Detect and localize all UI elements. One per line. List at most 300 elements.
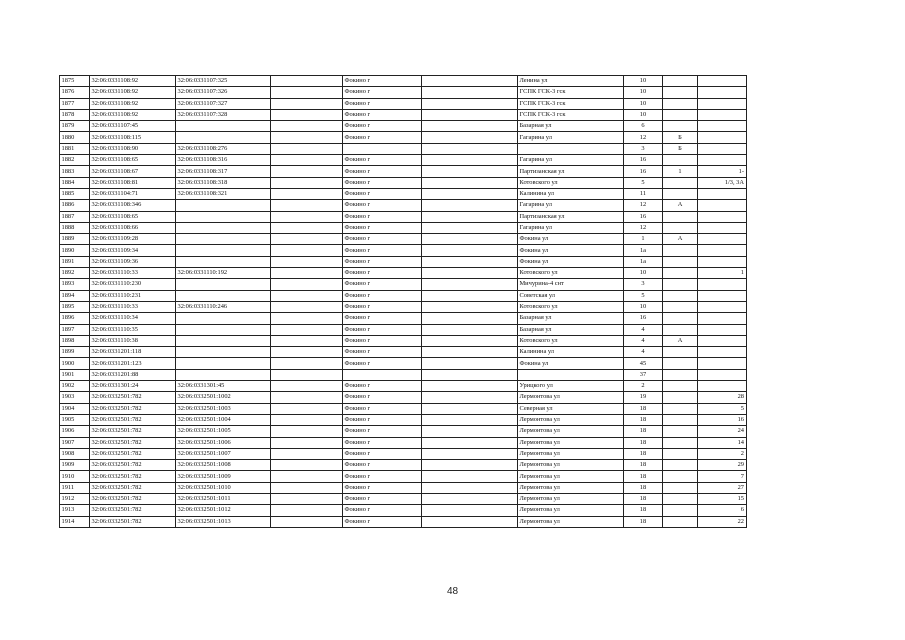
cell-street: Котовского ул [518, 268, 624, 279]
cell-row-number: 1913 [60, 505, 90, 516]
cell-locality: Фокино г [343, 279, 422, 290]
cell-related-cadastral-number: 32:06:0332501:1002 [176, 392, 271, 403]
cell-related-cadastral-number: 32:06:0331108:317 [176, 166, 271, 177]
table-row [60, 87, 747, 98]
cell-related-cadastral-number: 32:06:0332501:1007 [176, 448, 271, 459]
cell-blank-col-a [271, 143, 343, 154]
cell-house-number: 18 [624, 426, 663, 437]
cell-apartment [698, 143, 747, 154]
cell-row-number: 1882 [60, 155, 90, 166]
table-row [60, 516, 747, 527]
cell-apartment [698, 200, 747, 211]
cell-house-letter [663, 437, 698, 448]
cell-blank-col-b [422, 256, 518, 267]
cell-house-number: 3 [624, 279, 663, 290]
cell-blank-col-a [271, 121, 343, 132]
cell-row-number: 1899 [60, 347, 90, 358]
cell-locality: Фокино г [343, 505, 422, 516]
cell-locality: Фокино г [343, 516, 422, 527]
cell-cadastral-number: 32:06:0331108:115 [90, 132, 176, 143]
cell-locality: Фокино г [343, 132, 422, 143]
cell-related-cadastral-number: 32:06:0331108:318 [176, 177, 271, 188]
cell-apartment: 6 [698, 505, 747, 516]
cell-blank-col-a [271, 279, 343, 290]
table-row [60, 98, 747, 109]
cell-locality: Фокино г [343, 87, 422, 98]
table-row [60, 155, 747, 166]
cell-row-number: 1896 [60, 313, 90, 324]
cell-row-number: 1900 [60, 358, 90, 369]
cell-street: Калинина ул [518, 347, 624, 358]
cell-locality: Фокино г [343, 256, 422, 267]
cell-blank-col-b [422, 324, 518, 335]
cell-house-number: 1а [624, 245, 663, 256]
cell-apartment: 16 [698, 414, 747, 425]
cell-related-cadastral-number [176, 335, 271, 346]
table-row [60, 290, 747, 301]
cell-cadastral-number: 32:06:0332501:782 [90, 516, 176, 527]
cell-row-number: 1892 [60, 268, 90, 279]
cell-house-letter [663, 211, 698, 222]
cell-related-cadastral-number [176, 279, 271, 290]
cell-row-number: 1909 [60, 460, 90, 471]
cell-house-number: 18 [624, 448, 663, 459]
cell-apartment: 5 [698, 403, 747, 414]
cell-street: Котовского ул [518, 301, 624, 312]
cell-related-cadastral-number [176, 200, 271, 211]
cell-street: Гагарина ул [518, 155, 624, 166]
cell-cadastral-number: 32:06:0331108:65 [90, 211, 176, 222]
cell-blank-col-a [271, 335, 343, 346]
cell-related-cadastral-number: 32:06:0331110:192 [176, 268, 271, 279]
cell-row-number: 1886 [60, 200, 90, 211]
cell-blank-col-b [422, 98, 518, 109]
cell-locality: Фокино г [343, 222, 422, 233]
cell-apartment [698, 121, 747, 132]
cell-row-number: 1877 [60, 98, 90, 109]
cell-related-cadastral-number: 32:06:0332501:1006 [176, 437, 271, 448]
cell-locality: Фокино г [343, 347, 422, 358]
table-row [60, 109, 747, 120]
table-row [60, 437, 747, 448]
cell-row-number: 1893 [60, 279, 90, 290]
cell-house-letter [663, 482, 698, 493]
cell-blank-col-a [271, 426, 343, 437]
cell-street: ГСПК ГСК-3 гск [518, 87, 624, 98]
cell-house-letter [663, 76, 698, 87]
cell-house-letter [663, 403, 698, 414]
cell-house-letter [663, 471, 698, 482]
cell-blank-col-b [422, 369, 518, 380]
cell-house-number: 10 [624, 76, 663, 87]
cell-row-number: 1888 [60, 222, 90, 233]
cell-blank-col-b [422, 516, 518, 527]
cell-related-cadastral-number [176, 211, 271, 222]
cell-street: Фокина ул [518, 234, 624, 245]
cell-related-cadastral-number: 32:06:0332501:1008 [176, 460, 271, 471]
cell-blank-col-a [271, 132, 343, 143]
cell-house-number: 10 [624, 87, 663, 98]
cell-cadastral-number: 32:06:0331108:67 [90, 166, 176, 177]
cell-apartment [698, 358, 747, 369]
cell-locality: Фокино г [343, 392, 422, 403]
cell-cadastral-number: 32:06:0331110:38 [90, 335, 176, 346]
cell-locality: Фокино г [343, 335, 422, 346]
cell-related-cadastral-number: 32:06:0332501:1010 [176, 482, 271, 493]
cell-apartment [698, 132, 747, 143]
table-row [60, 347, 747, 358]
cell-house-letter [663, 324, 698, 335]
cell-street: Лермонтова ул [518, 516, 624, 527]
cell-apartment [698, 256, 747, 267]
cell-blank-col-b [422, 403, 518, 414]
cell-blank-col-b [422, 200, 518, 211]
cell-row-number: 1883 [60, 166, 90, 177]
cell-blank-col-a [271, 313, 343, 324]
cell-locality: Фокино г [343, 313, 422, 324]
cell-cadastral-number: 32:06:0331108:81 [90, 177, 176, 188]
cell-blank-col-b [422, 448, 518, 459]
cell-house-letter: 1 [663, 166, 698, 177]
cell-locality: Фокино г [343, 414, 422, 425]
cell-house-number: 12 [624, 132, 663, 143]
cell-blank-col-b [422, 392, 518, 403]
cell-locality: Фокино г [343, 381, 422, 392]
cell-apartment [698, 301, 747, 312]
cell-house-letter [663, 358, 698, 369]
cell-cadastral-number: 32:06:0331109:28 [90, 234, 176, 245]
cell-cadastral-number: 32:06:0331109:34 [90, 245, 176, 256]
cell-row-number: 1884 [60, 177, 90, 188]
cell-row-number: 1907 [60, 437, 90, 448]
cell-street: Калинина ул [518, 188, 624, 199]
cell-blank-col-b [422, 188, 518, 199]
cell-blank-col-a [271, 482, 343, 493]
cell-street: Лермонтова ул [518, 505, 624, 516]
cell-house-letter: Б [663, 143, 698, 154]
cell-related-cadastral-number [176, 132, 271, 143]
cell-apartment: 15 [698, 493, 747, 504]
cell-blank-col-a [271, 347, 343, 358]
cell-locality: Фокино г [343, 109, 422, 120]
cell-blank-col-a [271, 211, 343, 222]
cell-apartment [698, 381, 747, 392]
cell-blank-col-b [422, 211, 518, 222]
cell-row-number: 1887 [60, 211, 90, 222]
cell-blank-col-a [271, 200, 343, 211]
cell-house-letter [663, 290, 698, 301]
cell-related-cadastral-number: 32:06:0331107:325 [176, 76, 271, 87]
cell-house-number: 1 [624, 234, 663, 245]
cell-house-letter [663, 121, 698, 132]
cell-blank-col-a [271, 381, 343, 392]
cell-house-number: 3 [624, 143, 663, 154]
cell-blank-col-b [422, 460, 518, 471]
cell-house-letter [663, 516, 698, 527]
table-row [60, 313, 747, 324]
cell-row-number: 1911 [60, 482, 90, 493]
cell-blank-col-b [422, 358, 518, 369]
cell-blank-col-a [271, 87, 343, 98]
cell-house-letter [663, 448, 698, 459]
cell-row-number: 1901 [60, 369, 90, 380]
cell-house-letter [663, 222, 698, 233]
cell-blank-col-a [271, 358, 343, 369]
cell-row-number: 1910 [60, 471, 90, 482]
cell-house-number: 18 [624, 471, 663, 482]
cell-blank-col-b [422, 414, 518, 425]
cell-street: Фокина ул [518, 256, 624, 267]
table-body [60, 76, 747, 528]
cell-apartment [698, 290, 747, 301]
cell-related-cadastral-number [176, 256, 271, 267]
cell-row-number: 1905 [60, 414, 90, 425]
cell-locality: Фокино г [343, 98, 422, 109]
cell-blank-col-b [422, 471, 518, 482]
table-row [60, 482, 747, 493]
table-row [60, 188, 747, 199]
cell-apartment: 7 [698, 471, 747, 482]
cell-house-letter [663, 369, 698, 380]
cell-house-letter [663, 426, 698, 437]
cell-locality: Фокино г [343, 324, 422, 335]
cell-blank-col-b [422, 177, 518, 188]
cell-cadastral-number: 32:06:0331108:92 [90, 76, 176, 87]
table-row [60, 177, 747, 188]
cell-locality: Фокино г [343, 426, 422, 437]
cell-row-number: 1894 [60, 290, 90, 301]
cell-street: Базарная ул [518, 313, 624, 324]
cell-street: Фокина ул [518, 245, 624, 256]
cell-blank-col-a [271, 414, 343, 425]
cell-blank-col-a [271, 403, 343, 414]
cell-blank-col-a [271, 177, 343, 188]
cell-blank-col-a [271, 188, 343, 199]
cell-blank-col-b [422, 505, 518, 516]
cell-related-cadastral-number [176, 313, 271, 324]
cell-related-cadastral-number: 32:06:0332501:1012 [176, 505, 271, 516]
table-row [60, 426, 747, 437]
cell-locality: Фокино г [343, 471, 422, 482]
cell-row-number: 1903 [60, 392, 90, 403]
cell-blank-col-a [271, 290, 343, 301]
cell-cadastral-number: 32:06:0332501:782 [90, 493, 176, 504]
cell-related-cadastral-number [176, 245, 271, 256]
cell-apartment: 29 [698, 460, 747, 471]
cell-blank-col-b [422, 155, 518, 166]
cell-street: Лермонтова ул [518, 437, 624, 448]
cell-blank-col-b [422, 493, 518, 504]
cell-house-letter: А [663, 335, 698, 346]
cell-apartment [698, 222, 747, 233]
cell-apartment: 24 [698, 426, 747, 437]
cell-blank-col-b [422, 313, 518, 324]
cell-row-number: 1889 [60, 234, 90, 245]
cell-house-letter: Б [663, 132, 698, 143]
cell-house-letter [663, 414, 698, 425]
cell-house-number: 18 [624, 482, 663, 493]
cell-house-number: 16 [624, 211, 663, 222]
cell-related-cadastral-number: 32:06:0331110:246 [176, 301, 271, 312]
cell-blank-col-a [271, 222, 343, 233]
cell-blank-col-a [271, 493, 343, 504]
cell-house-letter [663, 392, 698, 403]
cell-house-letter [663, 493, 698, 504]
cell-house-number: 10 [624, 268, 663, 279]
cell-apartment [698, 87, 747, 98]
cell-house-letter [663, 279, 698, 290]
cell-blank-col-b [422, 121, 518, 132]
table-row [60, 268, 747, 279]
cell-street: Гагарина ул [518, 200, 624, 211]
cell-street: ГСПК ГСК-3 гск [518, 98, 624, 109]
cell-blank-col-a [271, 369, 343, 380]
cell-house-number: 18 [624, 403, 663, 414]
table-row [60, 369, 747, 380]
cell-locality: Фокино г [343, 166, 422, 177]
cell-blank-col-a [271, 109, 343, 120]
cell-apartment [698, 313, 747, 324]
cell-house-number: 16 [624, 155, 663, 166]
cell-apartment [698, 279, 747, 290]
cell-cadastral-number: 32:06:0331201:88 [90, 369, 176, 380]
cell-cadastral-number: 32:06:0331108:92 [90, 87, 176, 98]
cell-street: Гагарина ул [518, 222, 624, 233]
cell-house-number: 2 [624, 381, 663, 392]
cell-cadastral-number: 32:06:0331108:92 [90, 98, 176, 109]
cell-street: Советская ул [518, 290, 624, 301]
cell-house-letter [663, 87, 698, 98]
cell-blank-col-b [422, 301, 518, 312]
table-row [60, 414, 747, 425]
cell-house-number: 12 [624, 222, 663, 233]
cell-street: Лермонтова ул [518, 493, 624, 504]
cell-cadastral-number: 32:06:0331201:123 [90, 358, 176, 369]
cell-apartment: 14 [698, 437, 747, 448]
cell-cadastral-number: 32:06:0331108:90 [90, 143, 176, 154]
cell-house-number: 4 [624, 335, 663, 346]
cell-blank-col-b [422, 279, 518, 290]
cell-row-number: 1876 [60, 87, 90, 98]
page-number: 48 [446, 586, 459, 597]
cell-locality: Фокино г [343, 245, 422, 256]
cell-locality: Фокино г [343, 268, 422, 279]
cell-blank-col-a [271, 392, 343, 403]
cell-blank-col-b [422, 143, 518, 154]
cell-house-letter [663, 301, 698, 312]
cell-apartment: 1 [698, 268, 747, 279]
cell-house-number: 6 [624, 121, 663, 132]
cell-blank-col-b [422, 109, 518, 120]
cell-street: Лермонтова ул [518, 482, 624, 493]
cell-locality: Фокино г [343, 121, 422, 132]
cell-house-number: 45 [624, 358, 663, 369]
cell-cadastral-number: 32:06:0331110:33 [90, 301, 176, 312]
cell-locality: Фокино г [343, 76, 422, 87]
cell-house-letter [663, 347, 698, 358]
cell-apartment: 1/3, 3А [698, 177, 747, 188]
cell-row-number: 1912 [60, 493, 90, 504]
table-row [60, 358, 747, 369]
cell-locality: Фокино г [343, 358, 422, 369]
table-row [60, 392, 747, 403]
cell-blank-col-b [422, 234, 518, 245]
cell-related-cadastral-number [176, 324, 271, 335]
cell-blank-col-b [422, 290, 518, 301]
cell-locality: Фокино г [343, 234, 422, 245]
cell-cadastral-number: 32:06:0332501:782 [90, 414, 176, 425]
cell-apartment [698, 76, 747, 87]
cell-related-cadastral-number [176, 369, 271, 380]
cell-blank-col-b [422, 482, 518, 493]
cell-house-letter [663, 505, 698, 516]
cell-related-cadastral-number [176, 347, 271, 358]
cell-house-number: 5 [624, 290, 663, 301]
table-row [60, 279, 747, 290]
cell-blank-col-b [422, 222, 518, 233]
cell-locality: Фокино г [343, 493, 422, 504]
cell-house-number: 4 [624, 324, 663, 335]
cell-related-cadastral-number: 32:06:0331108:276 [176, 143, 271, 154]
cell-apartment [698, 98, 747, 109]
cell-apartment: 2 [698, 448, 747, 459]
cell-locality: Фокино г [343, 290, 422, 301]
cell-row-number: 1881 [60, 143, 90, 154]
cell-blank-col-a [271, 471, 343, 482]
cell-street: Мичурина-4 снт [518, 279, 624, 290]
table-row [60, 211, 747, 222]
cell-street: Котовского ул [518, 177, 624, 188]
cell-locality: Фокино г [343, 437, 422, 448]
cell-house-number: 19 [624, 392, 663, 403]
cell-cadastral-number: 32:06:0331110:34 [90, 313, 176, 324]
table-row [60, 121, 747, 132]
cell-house-letter [663, 177, 698, 188]
cell-house-number: 16 [624, 166, 663, 177]
cell-street: Фокина ул [518, 358, 624, 369]
cell-street: Котовского ул [518, 335, 624, 346]
cell-apartment [698, 324, 747, 335]
cell-cadastral-number: 32:06:0331301:24 [90, 381, 176, 392]
table-row [60, 493, 747, 504]
cell-cadastral-number: 32:06:0332501:782 [90, 437, 176, 448]
cell-cadastral-number: 32:06:0331110:35 [90, 324, 176, 335]
cell-street: Базарная ул [518, 324, 624, 335]
table-row [60, 505, 747, 516]
cell-blank-col-a [271, 505, 343, 516]
cell-related-cadastral-number [176, 222, 271, 233]
cell-cadastral-number: 32:06:0331104:71 [90, 188, 176, 199]
cell-street: Базарная ул [518, 121, 624, 132]
table-row [60, 245, 747, 256]
cell-house-letter: А [663, 200, 698, 211]
cell-apartment [698, 369, 747, 380]
cell-house-number: 18 [624, 437, 663, 448]
cell-house-number: 4 [624, 347, 663, 358]
cell-house-number: 5 [624, 177, 663, 188]
cell-blank-col-a [271, 268, 343, 279]
cell-apartment [698, 188, 747, 199]
cell-related-cadastral-number: 32:06:0331301:45 [176, 381, 271, 392]
cell-blank-col-b [422, 426, 518, 437]
cell-house-letter [663, 268, 698, 279]
cell-blank-col-b [422, 268, 518, 279]
cell-cadastral-number: 32:06:0331110:230 [90, 279, 176, 290]
cell-row-number: 1908 [60, 448, 90, 459]
cell-apartment [698, 211, 747, 222]
table-row [60, 76, 747, 87]
cell-house-number: 18 [624, 516, 663, 527]
